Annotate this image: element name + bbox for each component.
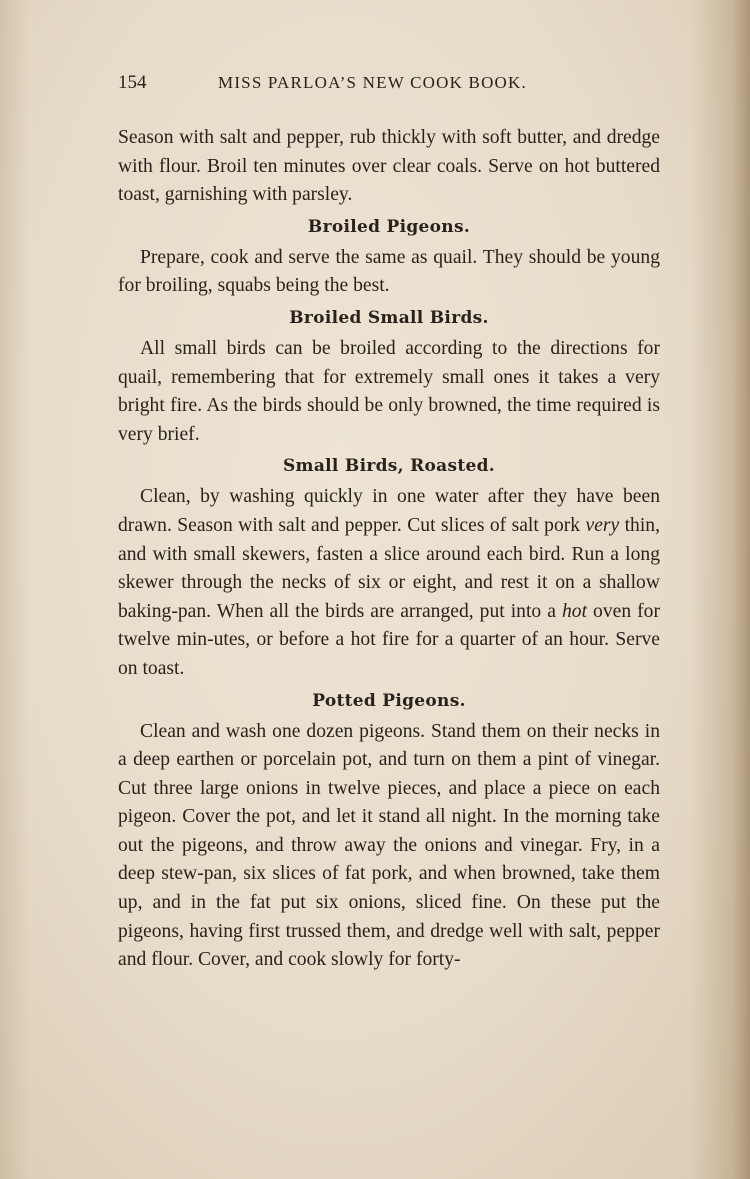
page-shadow-left [0, 0, 30, 1179]
paragraph-potted-pigeons: Clean and wash one dozen pigeons. Stand them on their necks in a deep earthen or porcelain pot, and turn on them a pint of vinegar. Cut three large onions in twelve pieces, and place a piece on each pigeon. Cover the pot, and let it stand all night. In the morning take out the pigeons, and throw away the onions and vinegar. Fry, in a deep stew-pan, six slices of fat pork, and when browned, take them up, and in the fat put six onions, sliced fine. On these put the pigeons, having first trussed them, and dredge well with salt, pepper and flour. Cover, and cook slowly for forty- [118, 720, 660, 971]
heading-broiled-pigeons: Broiled Pigeons. [307, 216, 471, 237]
paragraph-broiled-pigeons: Prepare, cook and serve the same as quail. They should be young for broiling, squabs being the best. [118, 246, 660, 297]
italic-word-very: very [585, 514, 620, 536]
page-shadow-right [690, 0, 750, 1179]
heading-potted-pigeons: Potted Pigeons. [312, 690, 466, 711]
book-title: MISS PARLOA’S NEW COOK BOOK. [218, 73, 527, 92]
running-header [118, 72, 660, 104]
heading-small-birds-roasted: Small Birds, Roasted. [282, 456, 496, 477]
heading-broiled-small-birds: Broiled Small Birds. [289, 307, 489, 328]
paragraph-broiled-small-birds: All small birds can be broiled according to the directions for quail, remembering that for extremely small ones it takes a very bright fire. As the birds should be only browned, the time required is very brief. [118, 337, 660, 445]
italic-word-hot: hot [561, 600, 588, 622]
page-content [118, 72, 660, 975]
text-segment: thin, and with small skewers, fasten a slice around each bird. Run a long skewer through the necks of six or eight, and rest it on a shallow baking-pan. When all the birds are arranged, put into a [118, 514, 660, 622]
text-segment: Clean, by washing quickly in one water after they have been drawn. Season with salt and pepper. Cut slices of salt pork [118, 486, 660, 536]
paragraph-small-birds-roasted [118, 483, 660, 683]
intro-paragraph: Season with salt and pepper, rub thickly with soft butter, and dredge with flour. Broil ten minutes over clear coals. Serve on hot buttered toast, garnishing with parsley. [118, 127, 660, 206]
text-segment: oven for twelve min-utes, or before a hot fire for a quarter of an hour. Serve on toast. [118, 600, 660, 679]
page-number: 154 [118, 72, 147, 93]
